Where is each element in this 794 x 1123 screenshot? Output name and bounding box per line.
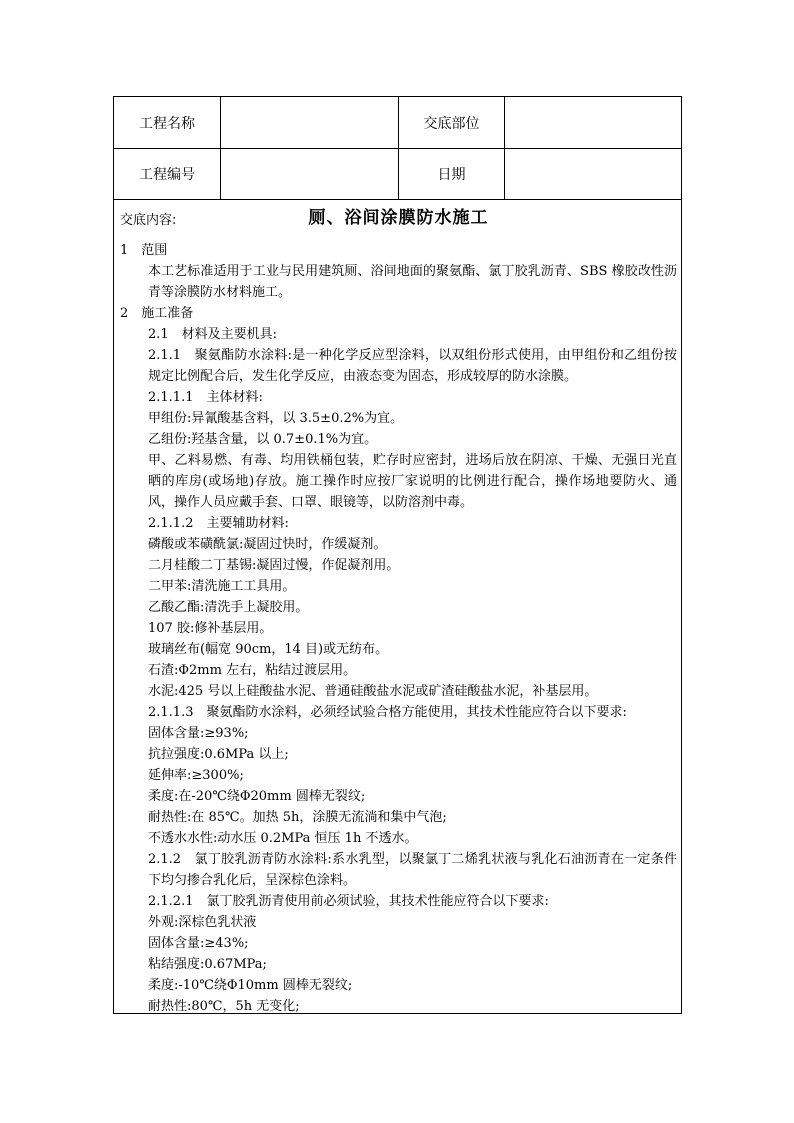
location-label: 交底部位	[399, 97, 505, 148]
text-line: 不透水水性:动水压 0.2MPa 恒压 1h 不透水。	[148, 831, 418, 846]
subsection-heading: 2.1.2.1 氯丁胶乳沥青使用前必须试验，其技术性能应符合以下要求:	[148, 894, 549, 909]
text-line: 石渣:Φ2mm 左右，粘结过渡层用。	[148, 663, 357, 678]
text-line: 抗拉强度:0.6MPa 以上;	[148, 747, 289, 762]
document-title: 厕、浴间涂膜防水施工	[308, 208, 489, 228]
text-line: 固体含量:≥93%;	[148, 726, 249, 741]
header-row-1	[114, 97, 681, 149]
text-line: 固体含量:≥43%;	[148, 936, 249, 951]
subsection-heading: 2.1.1.1 主体材料:	[148, 390, 263, 405]
text-line: 水泥:425 号以上硅酸盐水泥、普通硅酸盐水泥或矿渣硅酸盐水泥，补基层用。	[148, 684, 598, 699]
paragraph: 2.1.1 聚氨酯防水涂料:是一种化学反应型涂料，以双组份形式使用，由甲组份和乙组份按规定比例配合后，发生化学反应，由液态变为固态，形成较厚的防水涂膜。	[148, 348, 677, 384]
project-no-label: 工程编号	[114, 148, 221, 199]
location-field[interactable]	[505, 97, 681, 148]
text-line: 柔度:-10℃绕Φ10mm 圆棒无裂纹;	[148, 978, 353, 993]
disclosure-form	[113, 96, 682, 1014]
text-line: 磷酸或苯磺酰氯:凝固过快时，作缓凝剂。	[148, 537, 387, 552]
date-label: 日期	[399, 148, 505, 199]
paragraph: 本工艺标准适用于工业与民用建筑厕、浴间地面的聚氨酯、氯丁胶乳沥青、SBS 橡胶改性沥青等涂膜防水材料施工。	[148, 264, 677, 300]
subsection-heading: 2.1 材料及主要机具:	[148, 327, 278, 342]
project-name-label: 工程名称	[114, 97, 221, 148]
project-name-field[interactable]	[221, 97, 399, 148]
text-line: 玻璃丝布(幅宽 90cm，14 目)或无纺布。	[148, 642, 389, 657]
subsection-heading: 2.1.1.3 聚氨酯防水涂料，必须经试验合格方能使用，其技术性能应符合以下要求:	[148, 705, 627, 720]
text-line: 乙组份:羟基含量，以 0.7±0.1%为宜。	[148, 432, 378, 447]
text-line: 耐热性:80℃，5h 无变化;	[148, 999, 300, 1014]
header-row-2	[114, 148, 681, 200]
text-line: 延伸率:≥300%;	[148, 768, 244, 783]
section-heading: 1 范围	[120, 243, 168, 258]
text-line: 外观:深棕色乳状液	[148, 915, 257, 930]
text-line: 粘结强度:0.67MPa;	[148, 957, 267, 972]
content-label: 交底内容:	[120, 213, 177, 228]
paragraph: 甲、乙料易燃、有毒、均用铁桶包装，贮存时应密封，进场后放在阴凉、干燥、无强日光直晒的库房(或场地)存放。施工操作时应按厂家说明的比例进行配合，操作场地要防火、通风，操作人员应戴手套、口罩、眼镜等，以防溶剂中毒。	[148, 453, 677, 510]
content-body	[114, 200, 681, 1017]
text-line: 耐热性:在 85℃。加热 5h，涂膜无流淌和集中气泡;	[148, 810, 447, 825]
text-line: 乙酸乙酯:清洗手上凝胶用。	[148, 600, 309, 615]
text-line: 二甲苯:清洗施工工具用。	[148, 579, 296, 594]
text-line: 107 胶:修补基层用。	[148, 621, 273, 636]
date-field[interactable]	[505, 148, 681, 199]
text-line: 二月桂酸二丁基锡:凝固过慢，作促凝剂用。	[148, 558, 400, 573]
section-heading: 2 施工准备	[120, 306, 194, 321]
project-no-field[interactable]	[221, 148, 399, 199]
paragraph: 2.1.2 氯丁胶乳沥青防水涂料:系水乳型，以聚氯丁二烯乳状液与乳化石油沥青在一定条件下均匀掺合乳化后，呈深棕色涂料。	[148, 852, 677, 888]
subsection-heading: 2.1.1.2 主要辅助材料:	[148, 516, 289, 531]
text-line: 甲组份:异氰酸基含料，以 3.5±0.2%为宜。	[148, 411, 404, 426]
text-line: 柔度:在-20℃绕Φ20mm 圆棒无裂纹;	[148, 789, 366, 804]
content-heading	[120, 200, 677, 240]
